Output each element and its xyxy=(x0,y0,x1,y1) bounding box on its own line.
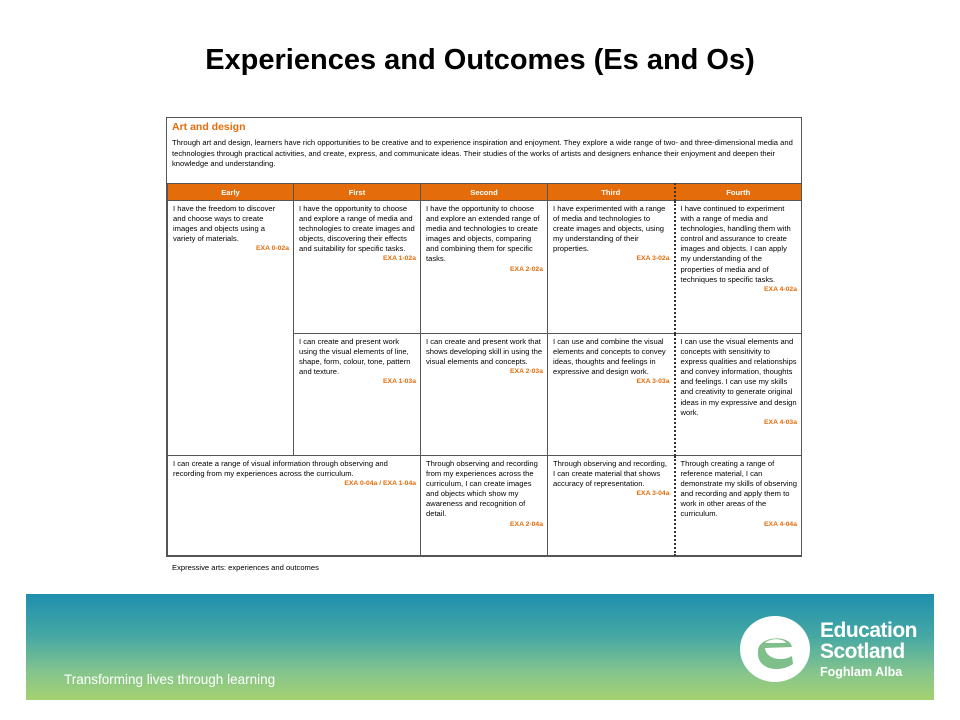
outcome-text: I can use and combine the visual elements and concepts to convey ideas, thoughts and feelings in expressive and design work. xyxy=(553,337,666,377)
logo-wordmark xyxy=(820,620,917,681)
table-row xyxy=(168,456,802,556)
outcome-code: EXA 2-04a xyxy=(510,520,543,528)
column-header-fourth: Fourth xyxy=(675,184,802,201)
outcome-code: EXA 4-02a xyxy=(764,285,797,293)
education-scotland-logo-icon xyxy=(738,614,812,684)
table-row xyxy=(168,201,802,334)
outcome-cell-first-02 xyxy=(294,201,421,334)
outcome-cell-third-04 xyxy=(548,456,675,556)
outcome-text: I can create a range of visual information through observing and recording from my experiences across the curriculum. xyxy=(173,459,388,479)
outcome-text: I can create and present work using the visual elements of line, shape, form, colour, tone, pattern and texture. xyxy=(299,337,411,377)
outcome-cell-first-03 xyxy=(294,334,421,456)
outcome-text: Through creating a range of reference material, I can demonstrate my skills of observing and recording and apply them to work in other areas of the curriculum. xyxy=(680,459,797,519)
outcome-cell-third-03 xyxy=(548,334,675,456)
outcome-code: EXA 0-02a xyxy=(256,245,289,253)
outcome-cell-second-03 xyxy=(421,334,548,456)
slide-title: Experiences and Outcomes (Es and Os) xyxy=(205,44,755,76)
column-header-first: First xyxy=(294,184,421,201)
document-frame xyxy=(166,117,802,557)
outcome-text: I can use the visual elements and concepts with sensitivity to express qualities and relationships and convey information, thoughts and feelings. I can use my skills and creativity to generate original ideas in my expressive and design work. xyxy=(680,337,797,417)
outcome-cell-early-first-04 xyxy=(168,456,421,556)
column-header-third: Third xyxy=(548,184,675,201)
outcome-code: EXA 1-03a xyxy=(383,378,416,386)
outcome-text: I have continued to experiment with a range of media and technologies, handling them with control and assurance to create images and objects. I can apply my understanding of the properties of media and of techniques to specific tasks. xyxy=(680,204,791,284)
footer-tagline: Transforming lives through learning xyxy=(64,672,276,687)
logo-line-scotland: Scotland xyxy=(820,640,905,663)
education-scotland-logo xyxy=(738,612,934,692)
outcome-code: EXA 3-04a xyxy=(636,490,670,498)
outcome-text: I have experimented with a range of media and technologies to create images and objects, using my understanding of their properties. xyxy=(553,204,666,254)
outcome-code: EXA 3-02a xyxy=(636,255,670,263)
logo-line-education: Education xyxy=(820,619,918,642)
outcome-cell-fourth-03 xyxy=(675,334,802,456)
outcome-cell-fourth-02 xyxy=(675,201,802,334)
outcome-cell-second-02 xyxy=(421,201,548,334)
outcome-cell-early-02 xyxy=(168,201,294,456)
embedded-document xyxy=(166,117,802,586)
outcome-text: Through observing and recording from my experiences across the curriculum, I can create images and objects which show my awareness and recognition of detail. xyxy=(426,459,538,519)
outcome-cell-third-02 xyxy=(548,201,675,334)
column-header-early: Early xyxy=(168,184,294,201)
outcome-text: Through observing and recording, I can create material that shows accuracy of representation. xyxy=(553,459,667,489)
logo-line-foghlam-alba: Foghlam Alba xyxy=(820,665,903,679)
outcome-cell-second-04 xyxy=(421,456,548,556)
outcome-text: I have the opportunity to choose and explore an extended range of media and technologies to create images and objects, comparing and combining them for specific tasks. xyxy=(426,204,540,264)
document-caption: Expressive arts: experiences and outcomes xyxy=(172,563,319,572)
outcome-cell-fourth-04 xyxy=(675,456,802,556)
outcome-code: EXA 0-04a / EXA 1-04a xyxy=(344,480,416,488)
outcome-text: I have the opportunity to choose and explore a range of media and technologies to create images and objects, discovering their effects and suitability for specific tasks. xyxy=(299,204,415,254)
outcome-code: EXA 3-03a xyxy=(636,378,670,386)
document-heading: Art and design xyxy=(172,121,246,133)
outcome-code: EXA 4-04a xyxy=(764,520,797,528)
document-intro: Through art and design, learners have rich opportunities to be creative and to experience inspiration and enjoyment. They explore a wide range of two- and three-dimensional media and technologies through practical activities, and create, express, and communicate ideas. Their studies of the works of artists and designers enhance their enjoyment and deepen their knowledge and understanding. xyxy=(172,138,793,168)
outcome-code: EXA 2-03a xyxy=(510,368,543,376)
table-header-row xyxy=(168,184,802,201)
outcome-code: EXA 1-02a xyxy=(383,255,416,263)
outcome-code: EXA 4-03a xyxy=(764,418,797,426)
outcomes-table xyxy=(167,183,802,556)
footer-band xyxy=(26,594,934,700)
column-header-second: Second xyxy=(421,184,548,201)
outcome-text: I have the freedom to discover and choose ways to create images and objects using a variety of materials. xyxy=(173,204,276,244)
outcome-code: EXA 2-02a xyxy=(510,265,543,273)
outcome-text: I can create and present work that shows developing skill in using the visual elements and concepts. xyxy=(426,337,543,367)
